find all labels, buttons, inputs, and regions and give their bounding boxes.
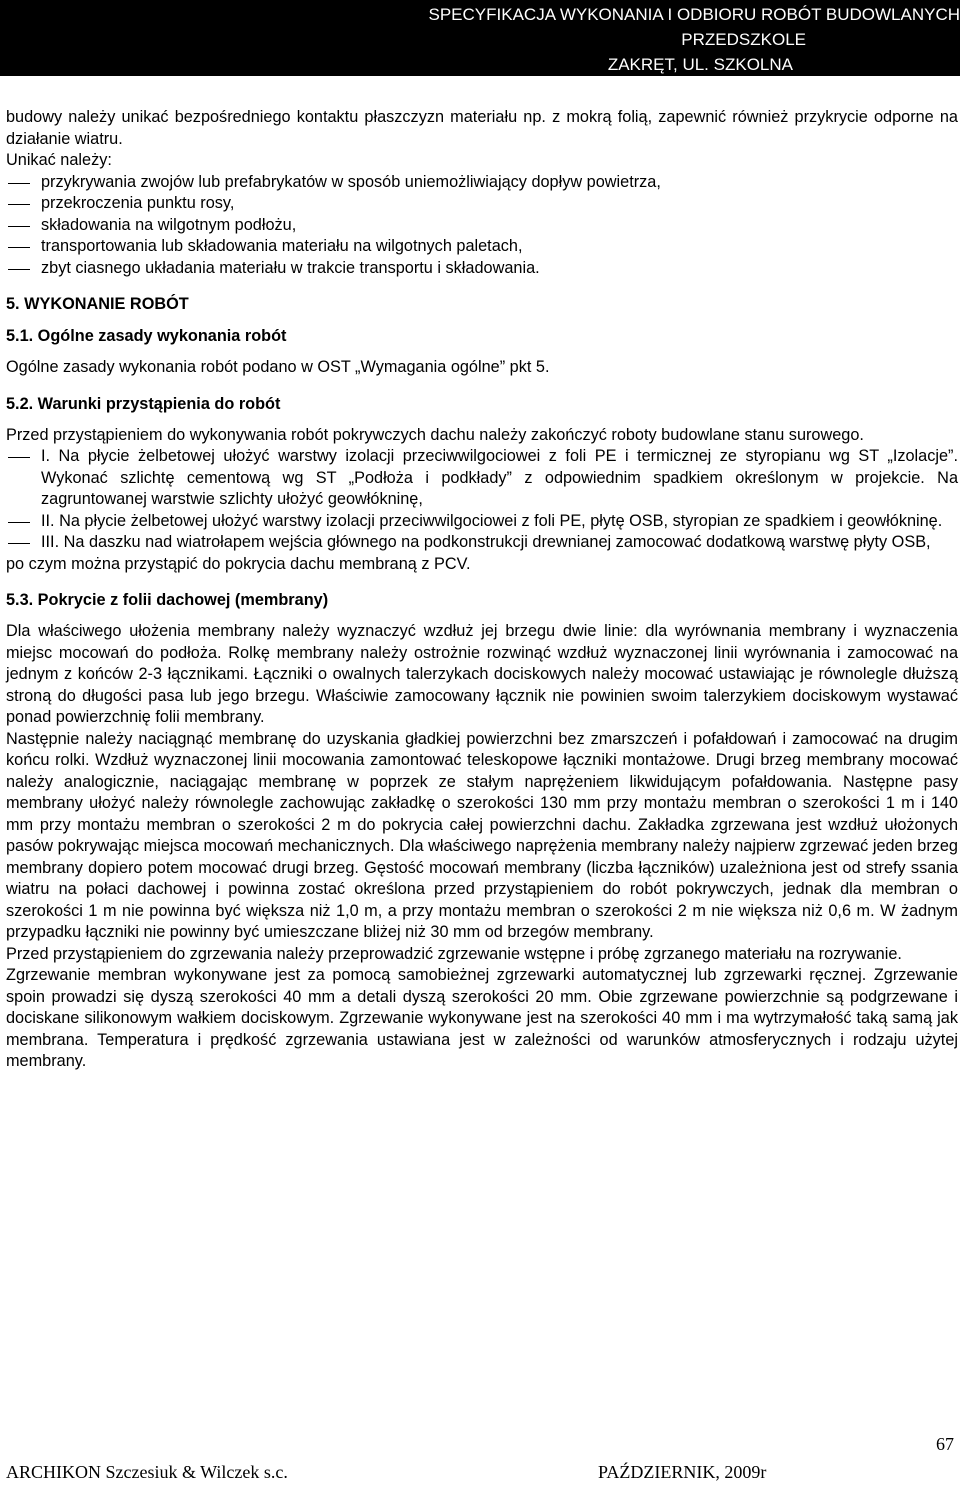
section-5-2-after: po czym można przystąpić do pokrycia dachu membraną z PCV. xyxy=(6,554,471,573)
page-header xyxy=(0,0,960,76)
footer-company: ARCHIKON Szczesiuk & Wilczek s.c. xyxy=(6,1462,288,1482)
header-address: ZAKRĘT, UL. SZKOLNA xyxy=(607,55,793,74)
avoid-item: przykrywania zwojów lub prefabrykatów w sposób uniemożliwiający dopływ powietrza, xyxy=(6,172,958,194)
section-5-3-paragraph: Następnie należy naciągnąć membranę do uzyskania gładkiej powierzchni bez zmarszczeń i pofałdowań i zamocować na drugim końcu rolki. Wzdłuż wyznaczonej linii mocowania zamontować teleskopowe łączniki montażowe. Drugi brzeg membrany mocować należy analogicznie, naciągając membranę w poprzek ze stałym naprężeniem likwidującym pofałdowania. Następne pasy membrany ułożyć należy równolegle zachowując zakładkę o szerokości 130 mm przy montażu membran o szerokości 1 m i 140 mm przy montażu membran o szerokości 2 m do pokrycia całej powierzchni dachu. Zakładka zgrzewana jest wzdłuż ułożonych pasów pokrywając miejsca mocowań mechanicznych. Dla właściwego naprężenia membrany należy najpierw zgrzewać jeden brzeg membrany dopiero potem mocować drugi brzeg. Gęstość mocowań membrany (liczba łączników) uzależniona jest od strefy ssania wiatru na połaci dachowej i powinna zostać określona przed przystąpieniem do robót pokrywczych, jednak dla membran o szerokości 1 m nie powinna być większa niż 1,0 m, a przy montażu membran o szerokości 2 m nie większa niż 0,6 m. W żadnym przypadku łączniki nie powinny być umieszczane bliżej niż 30 mm od brzegów membrany. xyxy=(6,729,958,941)
avoid-item: przekroczenia punktu rosy, xyxy=(6,193,958,215)
footer-date: PAŹDZIERNIK, 2009r xyxy=(598,1462,767,1482)
condition-item: I. Na płycie żelbetowej ułożyć warstwy izolacji przeciwwilgociowei z foli PE i termicznej ze styropianu wg ST „Izolacje”. Wykonać szlichtę cementową wg ST „Podłoża i podkłady” z odpowiednim spadkiem określonym w projekcie. Na zagruntowanej warstwie szlichty ułożyć geowłókninę, xyxy=(6,446,958,511)
section-5-2-text: Przed przystąpieniem do wykonywania robót pokrywczych dachu należy zakończyć roboty budowlane stanu surowego. xyxy=(6,425,864,444)
condition-item: III. Na daszku nad wiatrołapem wejścia głównego na podkonstrukcji drewnianej zamocować dodatkową warstwę płyty OSB, xyxy=(6,532,958,554)
page-number: 67 xyxy=(936,1434,954,1454)
section-5-3-heading: 5.3. Pokrycie z folii dachowej (membrany) xyxy=(6,591,329,609)
section-5-3-paragraph: Dla właściwego ułożenia membrany należy wyznaczyć wzdłuż jej brzegu dwie linie: dla wyrównania membrany i wyznaczenia miejsc mocowań do podłoża. Rolkę membrany należy ostrożnie rozwinąć wzdłuż wyznaczonej linii wyrównania i zamocować na jednym z końców 2-3 łącznikami. Łączniki o owalnych talerzykach dociskowych należy mocować ustawiając je równolegle dłuższą stroną do długości pasa lub jego brzegu. Właściwie zamocowany łącznik nie powinien swoim talerzykiem dociskowym wystawać ponad powierzchnię folii membrany. xyxy=(6,622,958,726)
section-5-1-heading: 5.1. Ogólne zasady wykonania robót xyxy=(6,327,287,345)
section-5-heading: 5. WYKONANIE ROBÓT xyxy=(6,295,189,313)
section-5-2-heading: 5.2. Warunki przystąpienia do robót xyxy=(6,394,281,413)
intro-paragraph: budowy należy unikać bezpośredniego kontaktu płaszczyzn materiału np. z mokrą folią, zapewnić również przykrycie odporne na działanie wiatru. xyxy=(6,108,958,148)
page-footer xyxy=(0,1432,960,1489)
avoid-item: transportowania lub składowania materiału na wilgotnych paletach, xyxy=(6,236,958,258)
section-5-3-paragraph: Zgrzewanie membran wykonywane jest za pomocą samobieżnej zgrzewarki automatycznej lub zgrzewarki ręcznej. Zgrzewanie spoin prowadzi się dyszą szerokości 40 mm a detali dyszą szerokości 20 mm. Obie zgrzewane powierzchnie są podgrzewane i dociskane silikonowym wałkiem dociskowym. Zgrzewanie wykonywane jest na szerokości 40 mm i ma wytrzymałość taką samą jak membrana. Temperatura i prędkość zgrzewania ustawiana jest w zależności od warunków atmosferycznych i rodzaju użytej membrany. xyxy=(6,966,958,1070)
avoid-item: składowania na wilgotnym podłożu, xyxy=(6,215,958,237)
section-5-3-paragraph: Przed przystąpieniem do zgrzewania należy przeprowadzić zgrzewanie wstępne i próbę zgrzanego materiału na rozrywanie. xyxy=(6,944,902,963)
condition-item: II. Na płycie żelbetowej ułożyć warstwy izolacji przeciwwilgociowei z foli PE, płytę OSB, styropian ze spadkiem i geowłókninę. xyxy=(6,511,958,533)
avoid-item: zbyt ciasnego układania materiału w trakcie transportu i składowania. xyxy=(6,258,958,280)
section-5-1-text: Ogólne zasady wykonania robót podano w OST „Wymagania ogólne” pkt 5. xyxy=(6,358,550,376)
header-subtitle: PRZEDSZKOLE xyxy=(681,30,806,49)
avoid-heading: Unikać należy: xyxy=(6,151,112,169)
header-title: SPECYFIKACJA WYKONANIA I ODBIORU ROBÓT BUDOWLANYCH xyxy=(428,5,960,24)
document-body xyxy=(6,107,958,1073)
